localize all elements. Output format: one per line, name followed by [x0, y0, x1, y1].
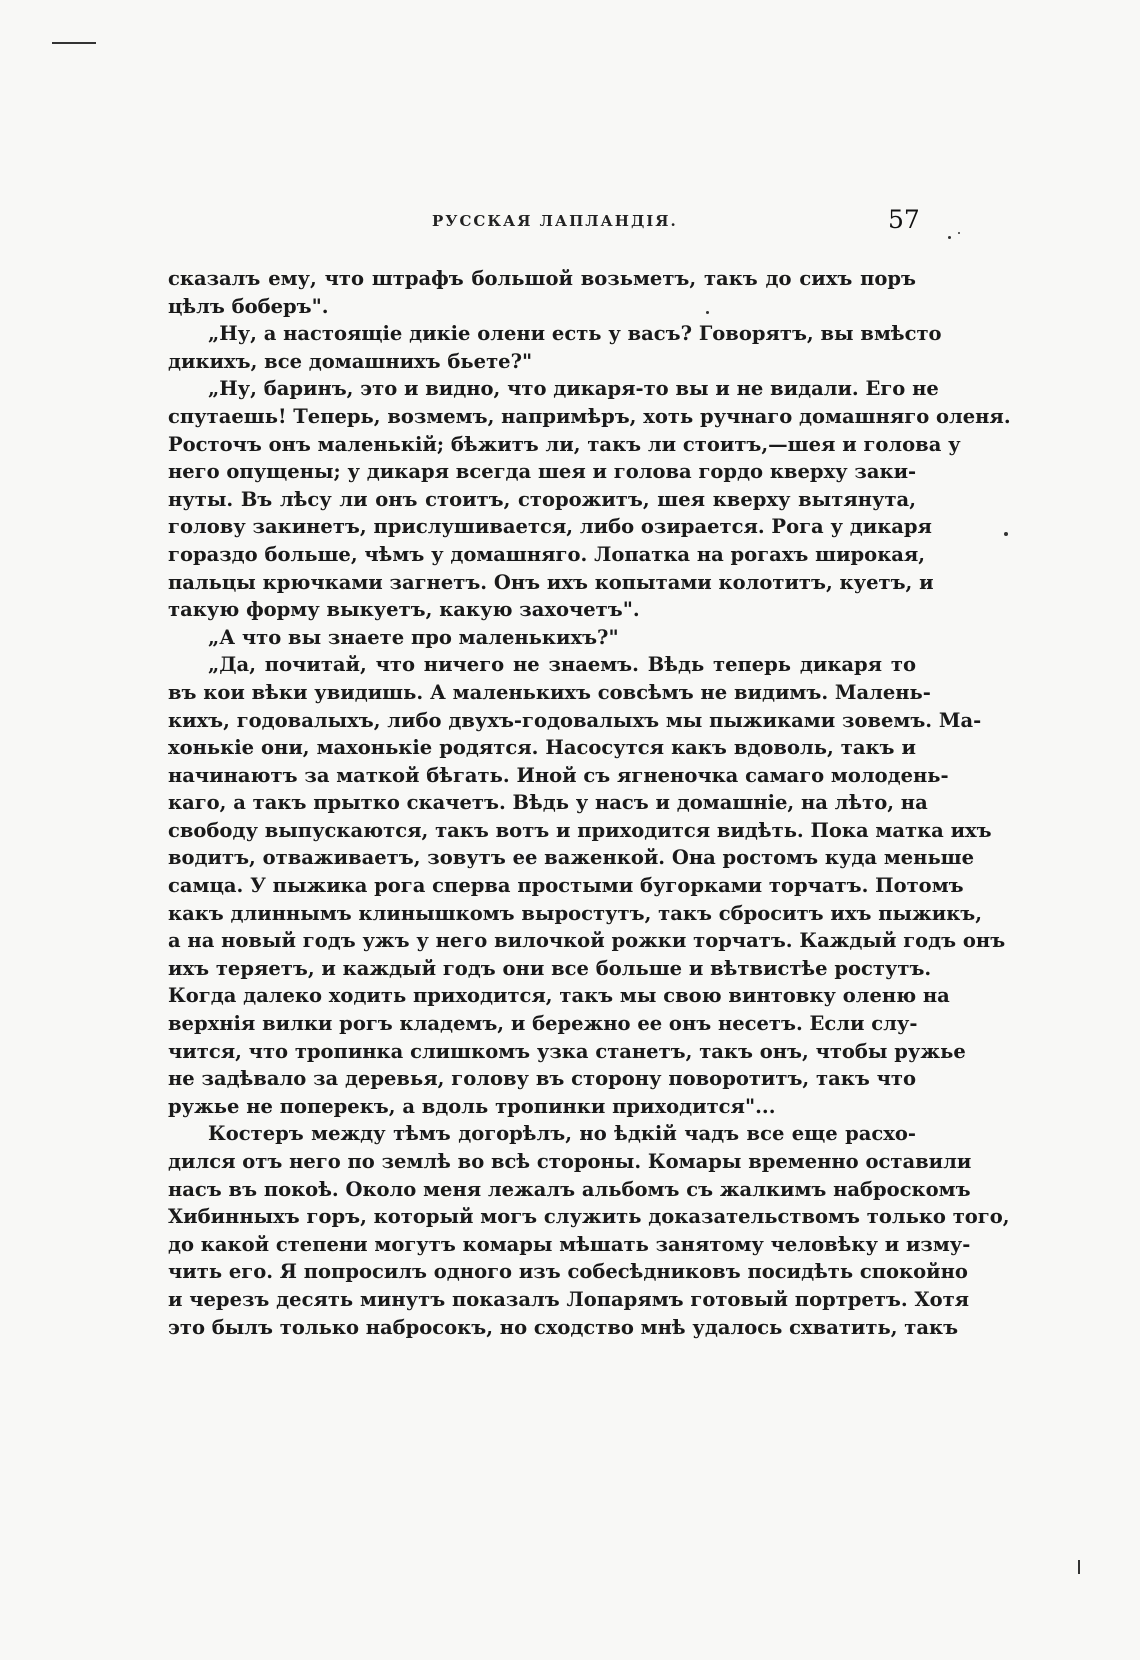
- text-line: какъ длиннымъ клинышкомъ выростутъ, такъ сброситъ ихъ пыжикъ,: [168, 901, 983, 925]
- text-line: а на новый годъ ужъ у него вилочкой рожки торчатъ. Каждый годъ онъ: [168, 929, 1006, 953]
- text-line: сказалъ ему, что штрафъ большой возьметъ, такъ до сихъ поръ: [168, 267, 916, 290]
- text-line: верхнія вилки рогъ кладемъ, и бережно ее онъ несетъ. Если слу-: [168, 1012, 918, 1036]
- text-line: Росточъ онъ маленькій; бѣжитъ ли, такъ ли стоитъ,—шея и голова у: [168, 432, 961, 456]
- paragraph: [168, 1120, 1010, 1341]
- paragraph: [168, 651, 1006, 1120]
- text-line: чить его. Я попросилъ одного изъ собесѣдниковъ посидѣть спокойно: [168, 1260, 968, 1284]
- paragraph: [168, 624, 916, 652]
- text-line: хонькіе они, махонькіе родятся. Насосутся какъ вдоволь, такъ и: [168, 736, 916, 760]
- text-line: цѣлъ боберъ".: [168, 294, 329, 318]
- print-speck: [958, 232, 960, 234]
- text-line: ихъ теряетъ, и каждый годъ они все больше и вѣтвистѣе ростутъ.: [168, 956, 932, 980]
- text-line: чится, что тропинка слишкомъ узка станетъ, такъ онъ, чтобы ружье: [168, 1039, 966, 1063]
- text-line: это былъ только набросокъ, но сходство мнѣ удалось схватить, такъ: [168, 1315, 959, 1339]
- text-line: „Ну, а настоящіе дикіе олени есть у васъ? Говорятъ, вы вмѣсто: [208, 322, 942, 346]
- body-text: [168, 265, 1011, 1341]
- paragraph: [168, 375, 1011, 623]
- text-line: въ кои вѣки увидишь. А маленькихъ совсѣмъ не видимъ. Малень-: [168, 680, 931, 704]
- text-line: пальцы крючками загнетъ. Онъ ихъ копытами колотитъ, куетъ, и: [168, 570, 934, 594]
- text-line: „Ну, баринъ, это и видно, что дикаря-то вы и не видали. Его не: [208, 377, 939, 401]
- print-speck: [1078, 1560, 1080, 1574]
- page-number: 57: [888, 205, 920, 234]
- text-line: свободу выпускаются, такъ вотъ и приходится видѣть. Пока матка ихъ: [168, 818, 992, 842]
- text-line: гораздо больше, чѣмъ у домашняго. Лопатка на рогахъ широкая,: [168, 542, 926, 566]
- text-line: Хибинныхъ горъ, который могъ служить доказательствомъ только того,: [168, 1205, 1010, 1229]
- text-line: дикихъ, все домашнихъ бьете?": [168, 349, 533, 373]
- text-line: спутаешь! Теперь, возмемъ, напримѣръ, хоть ручнаго домашняго оленя.: [168, 404, 1011, 428]
- text-line: водитъ, отваживаетъ, зовутъ ее важенкой. Она ростомъ куда меньше: [168, 846, 975, 870]
- text-line: дился отъ него по землѣ во всѣ стороны. Комары временно оставили: [168, 1150, 972, 1173]
- text-line: ружье не поперекъ, а вдоль тропинки приходится"...: [168, 1094, 776, 1118]
- paragraph: [168, 265, 916, 320]
- text-line: „А что вы знаете про маленькихъ?": [208, 625, 619, 649]
- text-line: каго, а такъ прытко скачетъ. Вѣдь у насъ и домашніе, на лѣто, на: [168, 791, 928, 815]
- text-line: до какой степени могутъ комары мѣшать занятому человѣку и изму-: [168, 1232, 971, 1256]
- text-line: голову закинетъ, прислушивается, либо озирается. Рога у дикаря: [168, 515, 932, 539]
- text-line: насъ въ покоѣ. Около меня лежалъ альбомъ съ жалкимъ наброскомъ: [168, 1177, 971, 1201]
- margin-rule: [52, 42, 96, 44]
- text-line: такую форму выкуетъ, какую захочетъ".: [168, 598, 640, 622]
- print-speck: [948, 236, 951, 239]
- text-line: самца. У пыжика рога сперва простыми бугорками торчатъ. Потомъ: [168, 874, 964, 898]
- text-line: Когда далеко ходить приходится, такъ мы свою винтовку оленю на: [168, 984, 950, 1008]
- text-line: Костеръ между тѣмъ догорѣлъ, но ѣдкій чадъ все еще расхо-: [208, 1122, 916, 1146]
- text-line: нуты. Въ лѣсу ли онъ стоитъ, сторожитъ, шея кверху вытянута,: [168, 487, 916, 511]
- text-line: не задѣвало за деревья, голову въ сторону поворотитъ, такъ что: [168, 1067, 916, 1091]
- paragraph: [168, 320, 942, 375]
- text-line: кихъ, годовалыхъ, либо двухъ-годовалыхъ мы пыжиками зовемъ. Ма-: [168, 708, 982, 732]
- print-speck: [1004, 532, 1008, 536]
- text-line: начинаютъ за маткой бѣгать. Иной съ ягненочка самаго молодень-: [168, 763, 949, 787]
- text-line: него опущены; у дикаря всегда шея и голова гордо кверху заки-: [168, 460, 917, 484]
- text-line: „Да, почитай, что ничего не знаемъ. Вѣдь теперь дикаря то: [208, 653, 916, 677]
- running-head: РУССКАЯ ЛАПЛАНДІЯ.: [432, 212, 678, 230]
- text-line: и черезъ десять минутъ показалъ Лопарямъ готовый портретъ. Хотя: [168, 1287, 970, 1311]
